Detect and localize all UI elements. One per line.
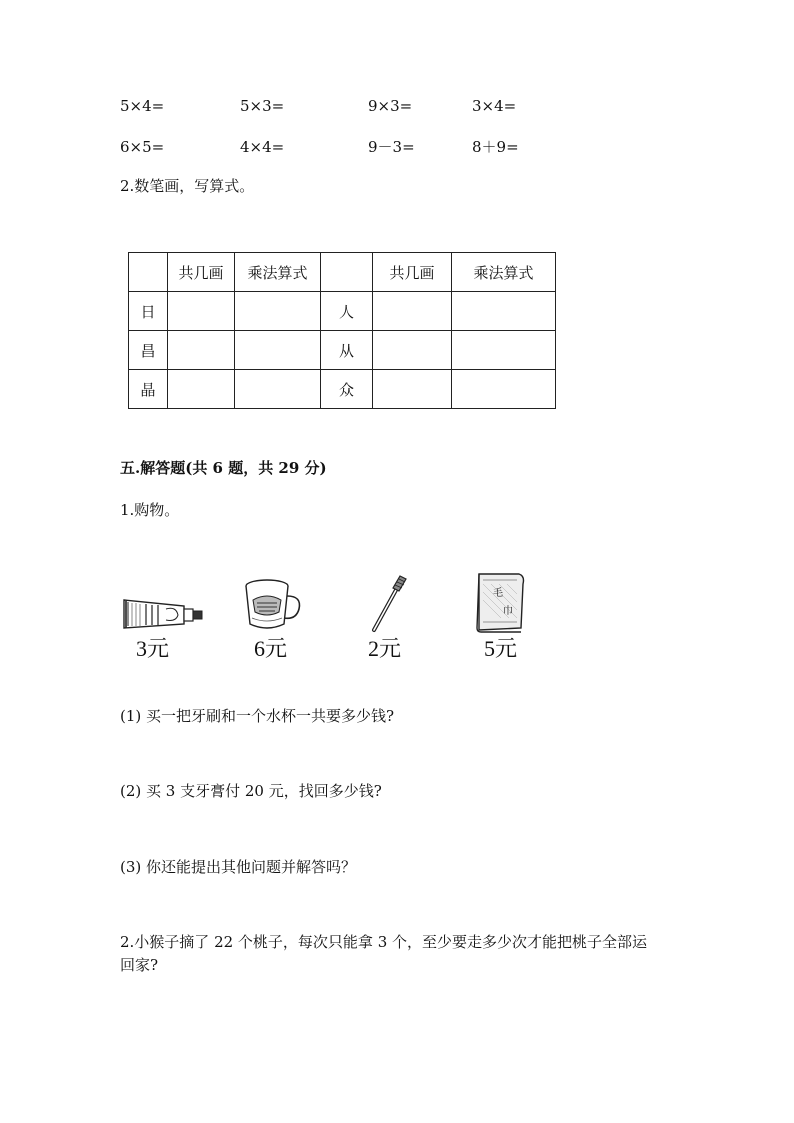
- answer-cell[interactable]: [452, 292, 556, 331]
- answer-cell[interactable]: [235, 292, 321, 331]
- answer-cell[interactable]: [235, 331, 321, 370]
- equation: 5×4=: [120, 97, 165, 115]
- strokes-table: [128, 252, 556, 409]
- table-row: [129, 331, 556, 370]
- equation: 6×5=: [120, 138, 165, 156]
- equation: 9×3=: [368, 97, 413, 115]
- sub-question: (2) 买 3 支牙膏付 20 元，找回多少钱?: [120, 782, 382, 800]
- toothpaste-icon: [118, 582, 208, 630]
- equation: 8＋9=: [472, 138, 519, 156]
- towel-label: 毛: [493, 588, 503, 599]
- character-cell: 从: [321, 331, 373, 370]
- question-text: 2.小猴子摘了 22 个桃子，每次只能拿 3 个，至少要走多少次才能把桃子全部运: [120, 933, 648, 951]
- answer-cell[interactable]: [373, 292, 452, 331]
- header-cell: 共几画: [168, 253, 235, 292]
- answer-cell[interactable]: [373, 370, 452, 409]
- character-cell: 晶: [129, 370, 168, 409]
- answer-cell[interactable]: [168, 292, 235, 331]
- price-label: 6元: [254, 636, 288, 661]
- sub-question: (1) 买一把牙刷和一个水杯一共要多少钱?: [120, 707, 395, 725]
- toothbrush-icon: [362, 574, 422, 634]
- shop-item-toothbrush: [362, 574, 422, 662]
- character-cell: 昌: [129, 331, 168, 370]
- cup-icon: [238, 576, 308, 632]
- header-cell: [321, 253, 373, 292]
- answer-cell[interactable]: [168, 331, 235, 370]
- answer-cell[interactable]: [452, 331, 556, 370]
- price-label: 2元: [368, 636, 402, 661]
- answer-cell[interactable]: [235, 370, 321, 409]
- header-cell: 共几画: [373, 253, 452, 292]
- shop-item-cup: [238, 576, 308, 662]
- equation: 9－3=: [368, 138, 415, 156]
- question-title: 2.数笔画，写算式。: [120, 177, 255, 195]
- table-row: [129, 370, 556, 409]
- section-title: 五.解答题(共 6 题，共 29 分): [120, 459, 327, 477]
- header-cell: 乘法算式: [235, 253, 321, 292]
- character-cell: 日: [129, 292, 168, 331]
- header-cell: 乘法算式: [452, 253, 556, 292]
- character-cell: 人: [321, 292, 373, 331]
- shop-item-toothpaste: [118, 582, 208, 662]
- answer-cell[interactable]: [373, 331, 452, 370]
- equation: 5×3=: [240, 97, 285, 115]
- answer-cell[interactable]: [168, 370, 235, 409]
- question-title: 1.购物。: [120, 501, 180, 519]
- header-cell: [129, 253, 168, 292]
- equation: 3×4=: [472, 97, 517, 115]
- table-header-row: [129, 253, 556, 292]
- price-label: 5元: [484, 636, 518, 661]
- character-cell: 众: [321, 370, 373, 409]
- equation: 4×4=: [240, 138, 285, 156]
- price-label: 3元: [136, 636, 170, 661]
- question-text: 回家?: [120, 956, 159, 974]
- towel-label: 巾: [503, 606, 513, 617]
- shop-item-towel: [466, 570, 536, 662]
- towel-icon: [471, 570, 531, 634]
- table-row: [129, 292, 556, 331]
- answer-cell[interactable]: [452, 370, 556, 409]
- sub-question: (3) 你还能提出其他问题并解答吗？: [120, 858, 357, 876]
